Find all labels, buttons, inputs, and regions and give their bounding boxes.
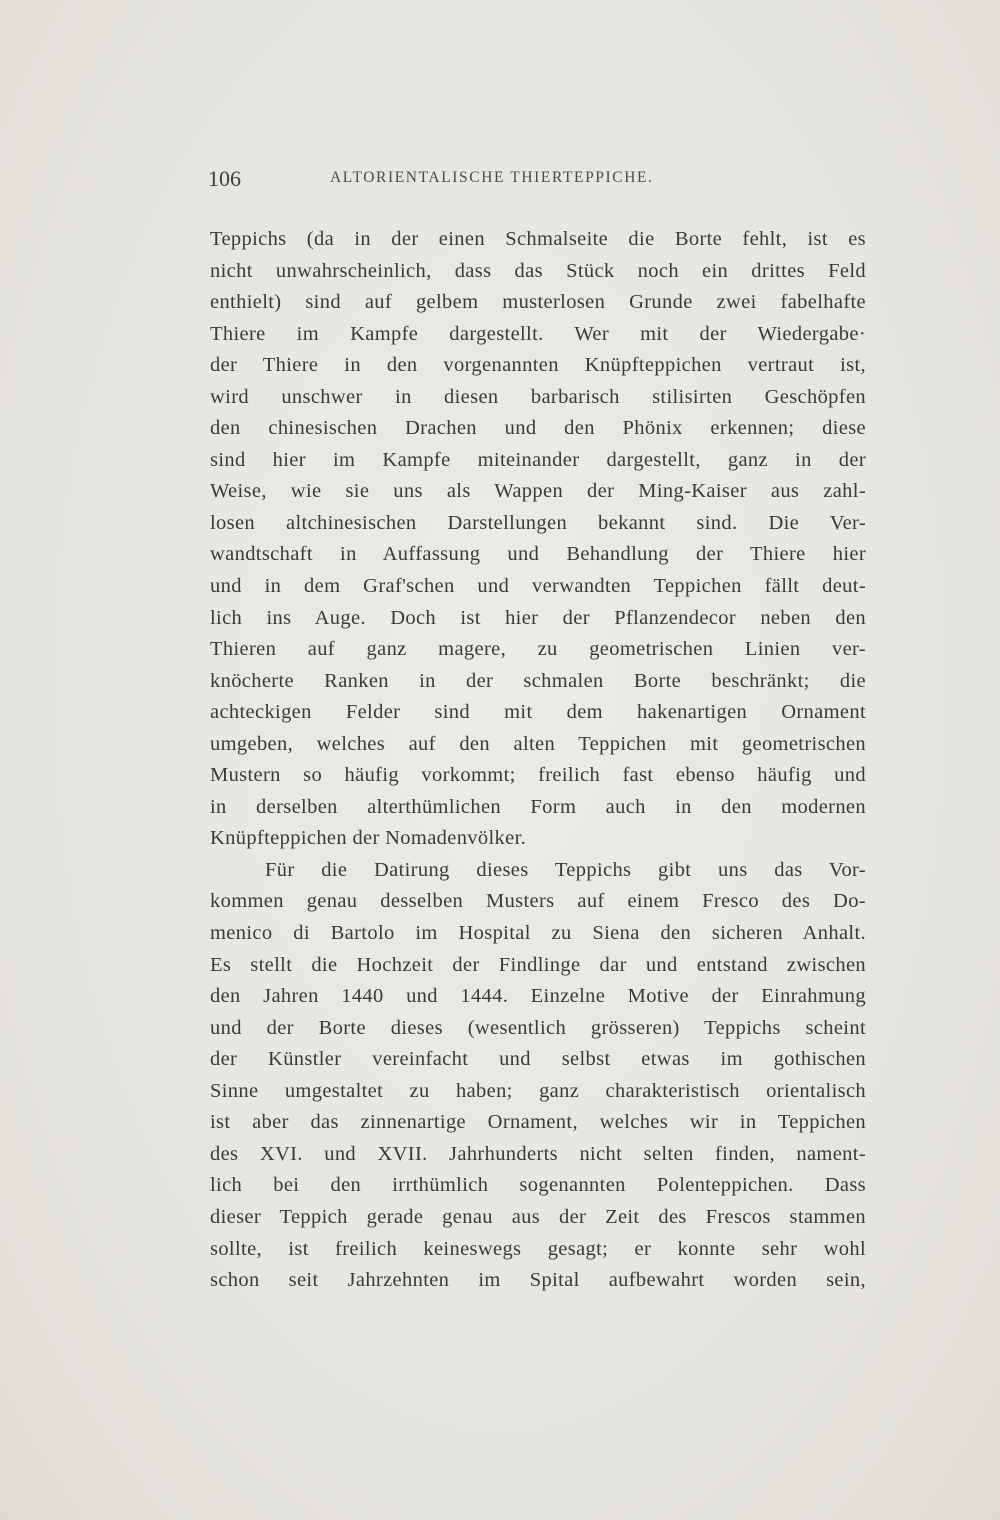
text-line: lich bei den irrthümlich sogenannten Polenteppichen. Dass bbox=[210, 1174, 866, 1197]
text-line: der Thiere in den vorgenannten Knüpfteppichen vertraut ist, bbox=[210, 354, 866, 377]
text-line: Thieren auf ganz magere, zu geometrischen Linien ver- bbox=[210, 638, 866, 661]
text-line: wird unschwer in diesen barbarisch stilisirten Geschöpfen bbox=[210, 385, 866, 408]
paragraph-1 bbox=[210, 224, 866, 855]
text-line: Knüpfteppichen der Nomadenvölker. bbox=[210, 827, 527, 850]
running-title: ALTORIENTALISCHE THIERTEPPICHE. bbox=[330, 169, 654, 186]
text-line: und der Borte dieses (wesentlich grösseren) Teppichs scheint bbox=[210, 1016, 866, 1039]
text-line: menico di Bartolo im Hospital zu Siena den sicheren Anhalt. bbox=[210, 922, 866, 945]
text-line: lich ins Auge. Doch ist hier der Pflanzendecor neben den bbox=[210, 606, 866, 629]
text-line: Für die Datirung dieses Teppichs gibt uns das Vor- bbox=[265, 858, 866, 881]
text-line: der Künstler vereinfacht und selbst etwas im gothischen bbox=[210, 1048, 866, 1071]
text-line: Mustern so häufig vorkommt; freilich fast ebenso häufig und bbox=[210, 764, 866, 787]
text-line: umgeben, welches auf den alten Teppichen mit geometrischen bbox=[210, 732, 866, 755]
text-line: schon seit Jahrzehnten im Spital aufbewahrt worden sein, bbox=[210, 1269, 866, 1292]
page-number: 106 bbox=[208, 166, 241, 191]
text-line: kommen genau desselben Musters auf einem Fresco des Do- bbox=[210, 890, 866, 913]
text-line: des XVI. und XVII. Jahrhunderts nicht selten finden, nament- bbox=[210, 1142, 866, 1165]
text-line: achteckigen Felder sind mit dem hakenartigen Ornament bbox=[210, 701, 866, 724]
text-line: wandtschaft in Auffassung und Behandlung der Thiere hier bbox=[210, 543, 866, 566]
body-text bbox=[210, 224, 866, 1297]
text-line: Es stellt die Hochzeit der Findlinge dar und entstand zwischen bbox=[210, 953, 866, 976]
text-line: ist aber das zinnenartige Ornament, welches wir in Teppichen bbox=[210, 1111, 866, 1134]
text-line: und in dem Graf'schen und verwandten Teppichen fällt deut- bbox=[210, 575, 866, 598]
text-line: den chinesischen Drachen und den Phönix erkennen; diese bbox=[210, 417, 866, 440]
text-line: losen altchinesischen Darstellungen bekannt sind. Die Ver- bbox=[210, 511, 866, 534]
text-line: den Jahren 1440 und 1444. Einzelne Motive der Einrahmung bbox=[210, 985, 866, 1008]
text-line: Teppichs (da in der einen Schmalseite die Borte fehlt, ist es bbox=[210, 228, 866, 250]
text-line: nicht unwahrscheinlich, dass das Stück noch ein drittes Feld bbox=[210, 259, 866, 282]
text-line: enthielt) sind auf gelbem musterlosen Grunde zwei fabelhafte bbox=[210, 291, 866, 314]
text-line: sind hier im Kampfe miteinander dargestellt, ganz in der bbox=[210, 448, 866, 471]
text-line: Thiere im Kampfe dargestellt. Wer mit der Wiedergabe· bbox=[210, 322, 866, 345]
text-line: Sinne umgestaltet zu haben; ganz charakteristisch orientalisch bbox=[210, 1079, 866, 1102]
text-line: Weise, wie sie uns als Wappen der Ming-Kaiser aus zahl- bbox=[210, 480, 866, 503]
text-line: knöcherte Ranken in der schmalen Borte beschränkt; die bbox=[210, 669, 866, 692]
paragraph-2 bbox=[210, 855, 866, 1297]
text-line: dieser Teppich gerade genau aus der Zeit des Frescos stammen bbox=[210, 1205, 866, 1228]
page-header bbox=[208, 166, 868, 196]
text-line: in derselben alterthümlichen Form auch in den modernen bbox=[210, 795, 866, 818]
text-line: sollte, ist freilich keineswegs gesagt; er konnte sehr wohl bbox=[210, 1237, 866, 1260]
